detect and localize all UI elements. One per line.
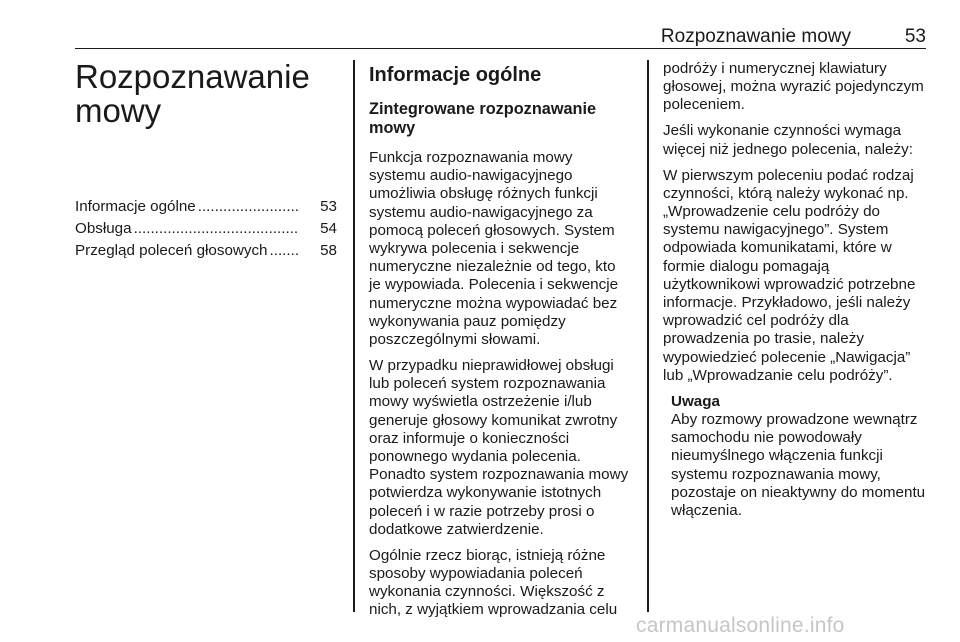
toc-entry[interactable] [75, 242, 337, 260]
watermark: carmanualsonline.info [636, 614, 845, 637]
toc-entry-leader: ....... [269, 241, 300, 259]
text-column-right [663, 60, 928, 520]
toc-entry[interactable] [75, 198, 337, 216]
page-number: 53 [904, 26, 926, 47]
toc-entry-page: 58 [320, 241, 337, 259]
toc-entry-leader: ........................ [197, 198, 300, 215]
note-label: Uwaga [671, 392, 720, 410]
body-paragraph: W przypadku nieprawidłowej obsługi lub poleceń system rozpoznawania mowy wyświetla ostrzeżenie i/lub generuje głosowy komunikat zwrotny oraz informuje o konieczności ponownego wydania polecenia. Ponadto system rozpoznawania mowy potwierdza wykonywanie istotnych poleceń i w razie potrzeby prosi o dodatkowe zatwierdzenie. [369, 357, 629, 538]
chapter-title: Rozpoznawanie mowy [75, 58, 310, 129]
body-paragraph: Ogólnie rzecz biorąc, istnieją różne sposoby wypowiadania poleceń wykonania czynności. Większość z nich, z wyjątkiem wprowadzania celu [369, 546, 618, 619]
subsection-title: Zintegrowane rozpoznawanie mowy [369, 100, 597, 137]
toc-entry-label: Przegląd poleceń głosowych [75, 241, 268, 259]
table-of-contents [75, 198, 337, 260]
running-title: Rozpoznawanie mowy [660, 26, 851, 47]
page-header [75, 26, 926, 49]
toc-entry-page: 53 [320, 198, 337, 215]
body-paragraph: Jeśli wykonanie czynności wymaga więcej niż jednego polecenia, należy: [663, 122, 913, 158]
toc-entry-label: Informacje ogólne [75, 198, 196, 215]
column-divider [647, 60, 649, 612]
toc-entry[interactable] [75, 220, 337, 238]
body-paragraph: W pierwszym poleceniu podać rodzaj czynności, którą należy wykonać np. „Wprowadzenie celu podróży do systemu nawigacyjnego”. System odpowiada komunikatami, które w formie dialogu pomagają użytkownikowi wprowadzić potrzebne informacje. Przykładowo, jeśli należy wprowadzić cel podróży dla prowadzenia po trasie, należy wypowiedzieć polecenie „Nawigacja” lub „Wprowadzanie celu podróży”. [663, 166, 916, 384]
note-text: Aby rozmowy prowadzone wewnątrz samochodu nie powodowały nieumyślnego włączenia funkcji systemu rozpoznawania mowy, pozostaje on nieaktywny do momentu włączenia. [671, 411, 926, 520]
chapter-column [75, 60, 337, 263]
body-paragraph: Funkcja rozpoznawania mowy systemu audio-nawigacyjnego umożliwia obsługę różnych funkcji systemu audio-nawigacyjnego za pomocą poleceń głosowych. System wykrywa polecenia i sekwencje numeryczne niezależnie od tego, kto je wypowiada. Polecenia i sekwencje numeryczne można wypowiadać bez wykonywania pauz pomiędzy poszczególnymi słowami. [369, 149, 619, 349]
toc-entry-leader: ....................................... [133, 219, 299, 237]
toc-entry-label: Obsługa [75, 219, 132, 237]
section-title: Informacje ogólne [369, 64, 542, 86]
body-paragraph: podróży i numerycznej klawiatury głosowej, można wyrazić pojedynczym poleceniem. [663, 60, 924, 114]
column-divider [353, 60, 355, 612]
note-box [671, 393, 928, 520]
text-column-middle [369, 60, 631, 627]
toc-entry-page: 54 [320, 219, 337, 237]
